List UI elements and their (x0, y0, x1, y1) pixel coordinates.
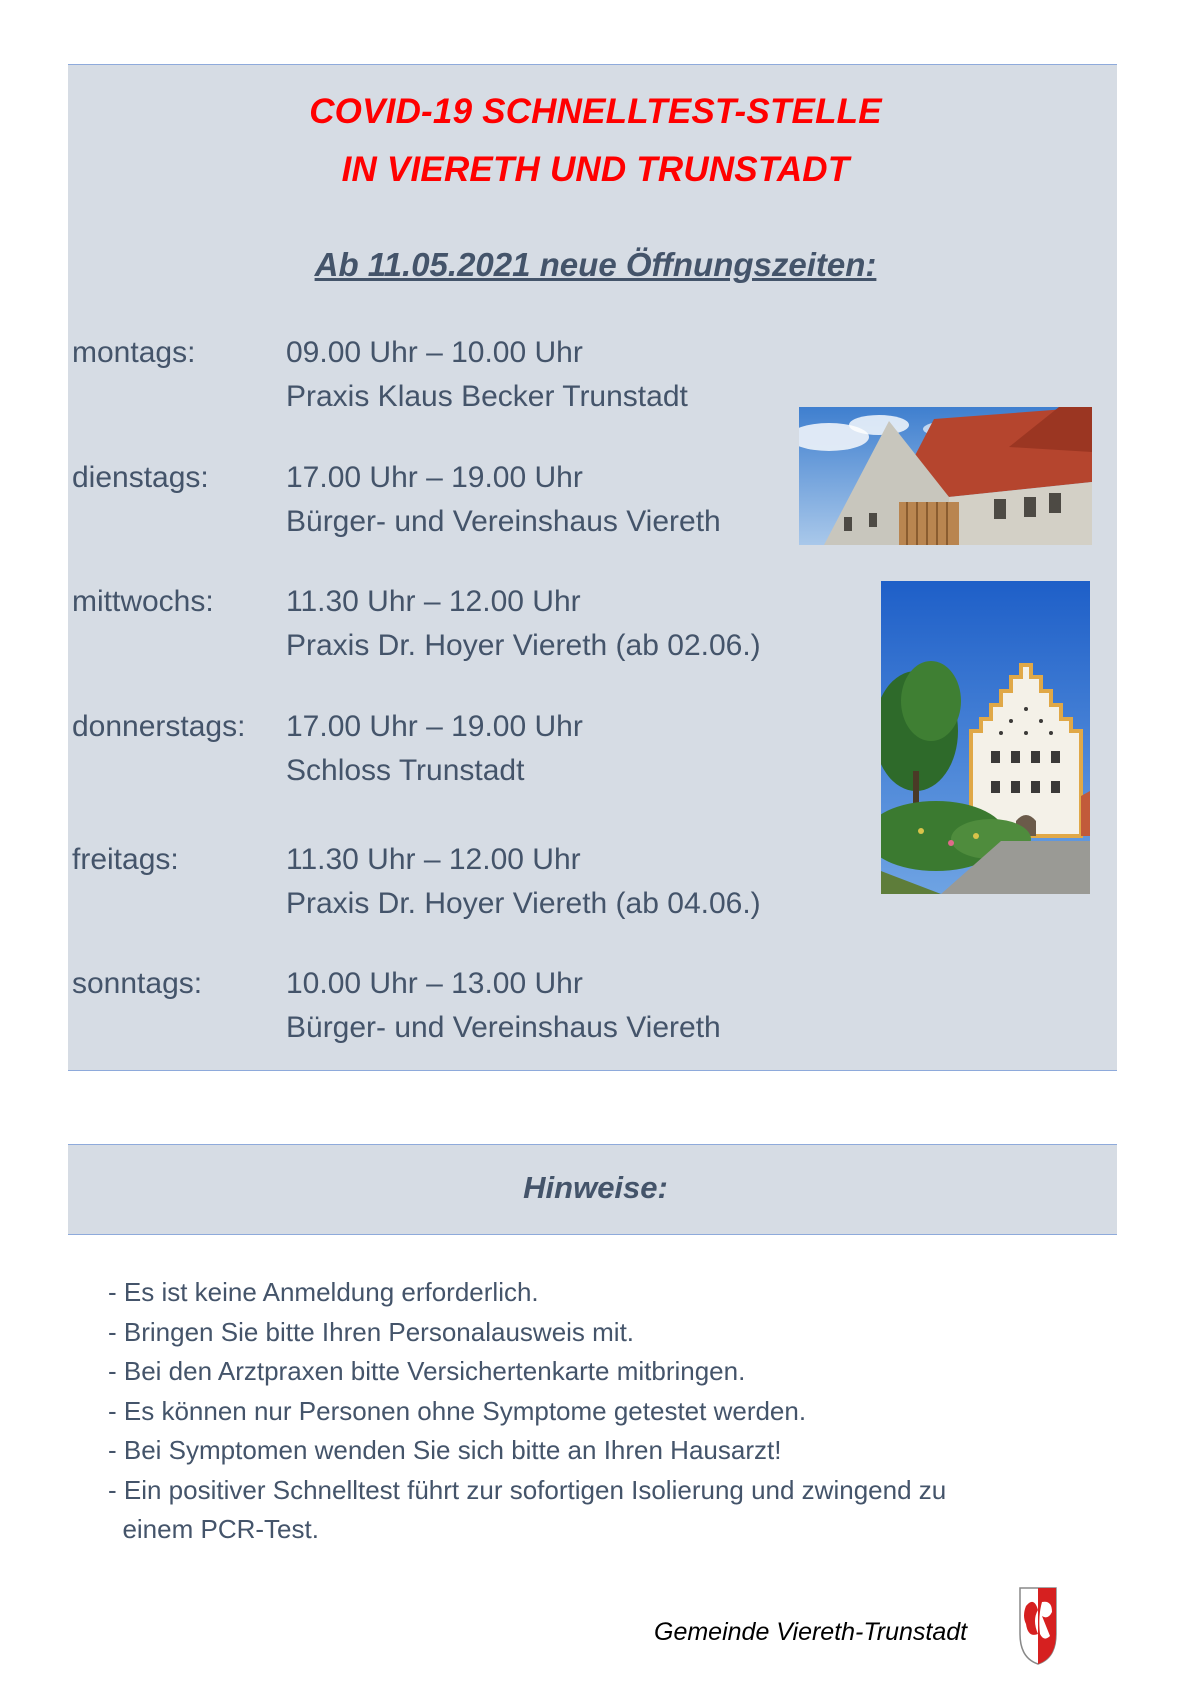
hint-item: - Ein positiver Schnelltest führt zur sofortigen Isolierung und zwingend zu (108, 1474, 947, 1505)
hint-item: - Bringen Sie bitte Ihren Personalausweis mit. (108, 1316, 635, 1347)
time-range: 11.30 Uhr – 12.00 Uhr (286, 843, 581, 876)
title-line-1: COVID-19 SCHNELLTEST-STELLE (309, 92, 882, 131)
time-range: 11.30 Uhr – 12.00 Uhr (286, 585, 581, 618)
location: Bürger- und Vereinshaus Viereth (286, 505, 721, 538)
location: Praxis Dr. Hoyer Viereth (ab 02.06.) (286, 629, 761, 662)
time-range: 09.00 Uhr – 10.00 Uhr (286, 336, 583, 369)
day-label: sonntags: (72, 967, 203, 1000)
location: Schloss Trunstadt (286, 754, 525, 787)
location: Bürger- und Vereinshaus Viereth (286, 1011, 721, 1044)
day-label: donnerstags: (72, 710, 246, 743)
hint-item: einem PCR-Test. (108, 1514, 319, 1544)
time-range: 17.00 Uhr – 19.00 Uhr (286, 710, 583, 743)
hint-item: - Bei den Arztpraxen bitte Versichertenkarte mitbringen. (108, 1356, 746, 1386)
day-label: dienstags: (72, 461, 209, 494)
hint-item: - Es können nur Personen ohne Symptome getestet werden. (108, 1395, 807, 1426)
title-line-2: IN VIERETH UND TRUNSTADT (341, 150, 850, 189)
opening-hours-heading: Ab 11.05.2021 neue Öffnungszeiten: (314, 246, 877, 283)
coat-of-arms-icon (1018, 1586, 1058, 1666)
hint-item: - Bei Symptomen wenden Sie sich bitte an Ihren Hausarzt! (108, 1435, 782, 1465)
day-label: freitags: (72, 843, 179, 876)
schloss-trunstadt-photo (881, 581, 1090, 894)
day-label: mittwochs: (72, 585, 214, 618)
hint-item: - Es ist keine Anmeldung erforderlich. (108, 1277, 539, 1307)
location: Praxis Klaus Becker Trunstadt (286, 380, 688, 413)
location: Praxis Dr. Hoyer Viereth (ab 04.06.) (286, 887, 761, 920)
day-label: montags: (72, 336, 196, 369)
vereinshaus-photo (799, 407, 1092, 545)
time-range: 17.00 Uhr – 19.00 Uhr (286, 461, 583, 494)
hints-list (108, 1273, 946, 1550)
hints-heading: Hinweise: (523, 1170, 668, 1205)
municipality-name: Gemeinde Viereth-Trunstadt (654, 1618, 968, 1646)
time-range: 10.00 Uhr – 13.00 Uhr (286, 967, 583, 1000)
